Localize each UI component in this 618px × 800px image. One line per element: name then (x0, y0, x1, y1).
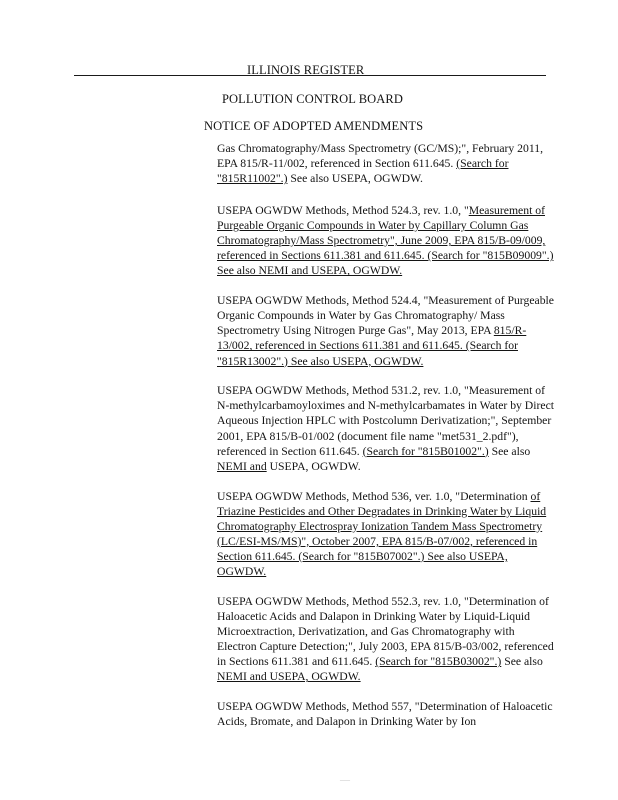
page-number: — (340, 775, 350, 786)
underlined-text: NEMI and (217, 459, 267, 473)
entry-text: USEPA OGWDW Methods, Method 531.2, rev. 1.0, "Measurement of N-methylcarbamoyloximes and N-methylcarbamates in Water by Direct Aqueous Injection HPLC with Postcolumn Derivatization;", September 2001, EPA 815/B-01/002 (document file name "met531_2.pdf"), referenced in Section 611.645. (217, 384, 555, 458)
underlined-text: 815/R-13/002, referenced in Sections 611.381 and 611.645. (Search for "815R13002".) See also USEPA, OGWDW. (217, 324, 527, 368)
entry-text: USEPA, OGWDW. (266, 459, 361, 473)
reference-entry (217, 699, 555, 729)
underlined-text: Measurement of Purgeable Organic Compounds in Water by Capillary Column Gas Chromatography/Mass Spectrometry (217, 203, 545, 248)
reference-entry (217, 293, 555, 368)
entry-text: See also (501, 655, 543, 669)
underlined-text: NEMI and USEPA, OGWDW. (217, 670, 361, 684)
reference-entry (217, 203, 555, 278)
entry-text: Gas Chromatography/Mass Spectrometry (GC/MS);", February 2011, EPA 815/R-11/002, referenced in Section 611.645. (217, 142, 544, 171)
reference-entry (217, 594, 555, 685)
notice-title: NOTICE OF ADOPTED AMENDMENTS (204, 119, 424, 133)
reference-entry (217, 141, 555, 186)
underlined-text: (Search for "815R11002".) (217, 157, 509, 186)
underlined-text: (Search for "815B03002".) (375, 655, 502, 669)
header-rule (74, 75, 546, 76)
reference-entry (217, 489, 555, 580)
underlined-text: (Search for "815B01002".) (362, 444, 489, 458)
entry-text: USEPA OGWDW Methods, Method 536, ver. 1.0, "Determination (217, 489, 531, 503)
underlined-text: of Triazine Pesticides and Other Degradates in Drinking Water by Liquid Chromatography Electrospray Ionization Tandem Mass Spectrometry (LC/ESI-MS/MS)", October 2007, EPA 815/B-07/002, referenced in Section 611.645. (Search for "815B07002".) See also USEPA, OGWDW. (217, 489, 547, 578)
entry-text: USEPA OGWDW Methods, Method 524.4, "Measurement of Purgeable Organic Compounds in Water by Gas Chromatography/ Mass Spectrometry Using Nitrogen Purge Gas", May 2013, EPA (217, 294, 554, 338)
reference-entry (217, 383, 555, 474)
entry-text: USEPA OGWDW Methods, Method 552.3, rev. 1.0, "Determination of Haloacetic Acids and Dalapon in Drinking Water by Liquid-Liquid Microextraction, Derivatization, and Gas Chromatography with Electron Capture Detection;", July 2003, EPA 815/B-03/002, referenced in Sections 611.381 and 611.645. (217, 594, 554, 669)
reference-list (217, 141, 555, 744)
board-name: POLLUTION CONTROL BOARD (222, 92, 403, 106)
entry-text: USEPA OGWDW Methods, Method 557, "Determination of Haloacetic Acids, Bromate, and Dalapon in Drinking Water by Ion (217, 700, 553, 729)
entry-text: USEPA OGWDW Methods, Method 524.3, rev. 1.0, " (217, 203, 469, 217)
underlined-text: ", June 2009, EPA 815/B-09/009, referenced in Sections 611.381 and 611.645. (Search for "815B09009".) See also NEMI and USEPA, OGWDW. (217, 234, 554, 278)
entry-text: See also USEPA, OGWDW. (287, 172, 423, 186)
entry-text: See also (488, 444, 531, 458)
register-title: ILLINOIS REGISTER (247, 63, 365, 77)
